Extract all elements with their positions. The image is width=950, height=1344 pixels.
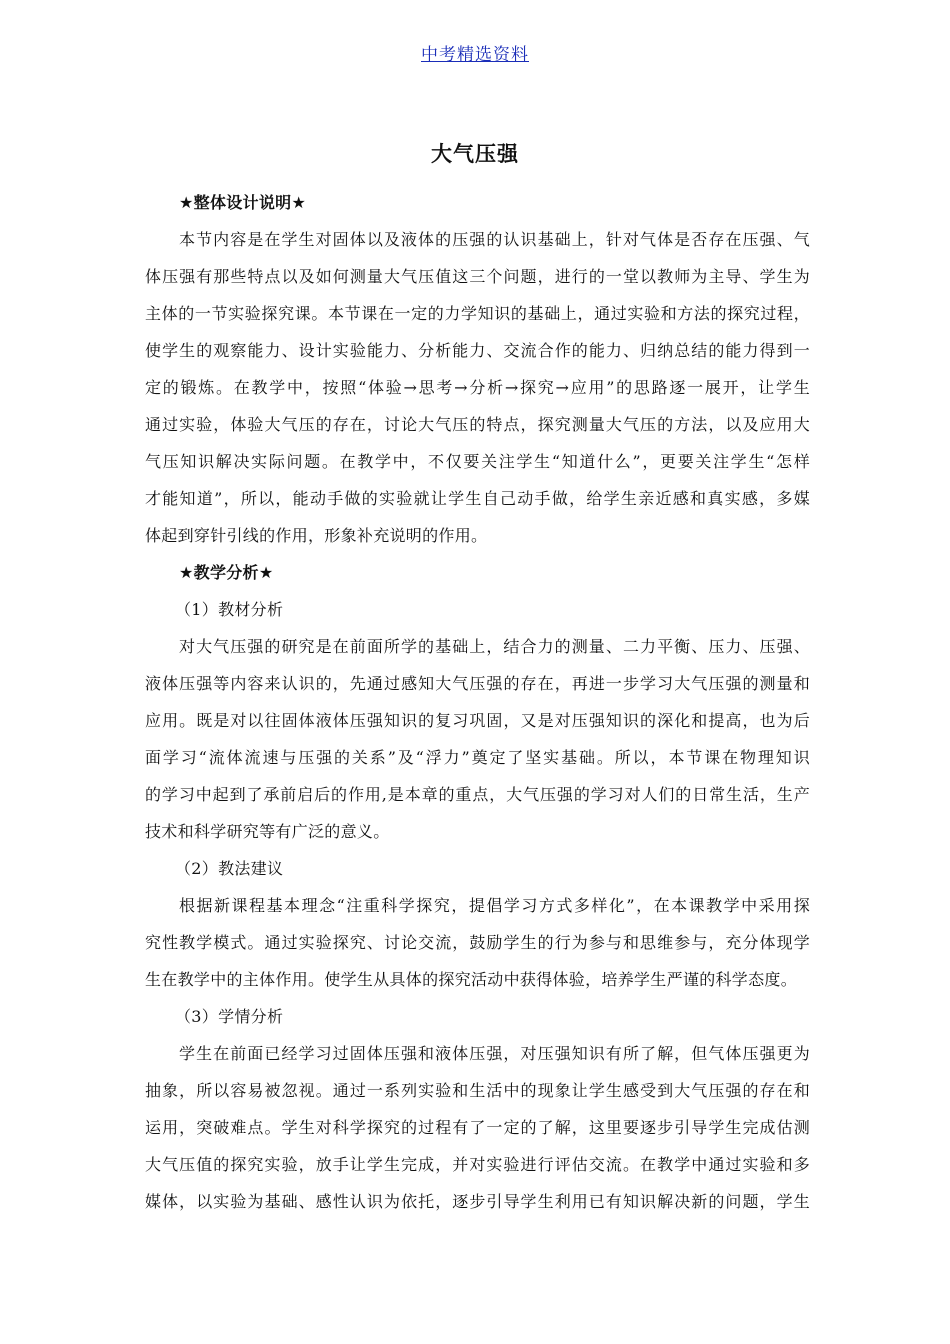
paragraph-line: 根据新课程基本理念“注重科学探究，提倡学习方式多样化”，在本课教学中采用探 (179, 896, 810, 915)
paragraph-line: 的学习中起到了承前启后的作用,是本章的重点，大气压强的学习对人们的日常生活，生产 (145, 785, 810, 804)
paragraph-line: 使学生的观察能力、设计实验能力、分析能力、交流合作的能力、归纳总结的能力得到一 (145, 341, 810, 360)
paragraph-line: 生在教学中的主体作用。使学生从具体的探究活动中获得体验，培养学生严谨的科学态度。 (145, 970, 798, 989)
section-heading-design: ★整体设计说明★ (179, 193, 307, 212)
paragraph-line: 大气压值的探究实验，放手让学生完成，并对实验进行评估交流。在教学中通过实验和多 (145, 1155, 810, 1174)
paragraph-line: 体压强有那些特点以及如何测量大气压值这三个问题，进行的一堂以教师为主导、学生为 (145, 267, 810, 286)
subsection-heading-students: （3）学情分析 (175, 1007, 284, 1026)
paragraph-line: 应用。既是对以往固体液体压强知识的复习巩固，又是对压强知识的深化和提高，也为后 (145, 711, 810, 730)
document-title: 大气压强 (431, 142, 519, 166)
section-heading-analysis: ★教学分析★ (179, 563, 274, 582)
paragraph-line: 通过实验，体验大气压的存在，讨论大气压的特点，探究测量大气压的方法，以及应用大 (145, 415, 810, 434)
subsection-heading-method: （2）教法建议 (175, 859, 284, 878)
paragraph-line: 定的锻炼。在教学中，按照“体验→思考→分析→探究→应用”的思路逐一展开，让学生 (145, 378, 810, 397)
paragraph-line: 学生在前面已经学习过固体压强和液体压强，对压强知识有所了解，但气体压强更为 (179, 1044, 810, 1063)
paragraph-line: 对大气压强的研究是在前面所学的基础上，结合力的测量、二力平衡、压力、压强、 (179, 637, 810, 656)
paragraph-line: 才能知道”，所以，能动手做的实验就让学生自己动手做，给学生亲近感和真实感，多媒 (145, 489, 810, 508)
paragraph-line: 究性教学模式。通过实验探究、讨论交流，鼓励学生的行为参与和思维参与，充分体现学 (145, 933, 810, 952)
paragraph-line: 本节内容是在学生对固体以及液体的压强的认识基础上，针对气体是否存在压强、气 (179, 230, 810, 249)
subsection-heading-material: （1）教材分析 (175, 600, 284, 619)
paragraph-line: 主体的一节实验探究课。本节课在一定的力学知识的基础上，通过实验和方法的探究过程， (145, 304, 810, 323)
header-link[interactable]: 中考精选资料 (421, 45, 529, 65)
paragraph-line: 运用，突破难点。学生对科学探究的过程有了一定的了解，这里要逐步引导学生完成估测 (145, 1118, 810, 1137)
paragraph-line: 液体压强等内容来认识的，先通过感知大气压强的存在，再进一步学习大气压强的测量和 (145, 674, 810, 693)
paragraph-line: 抽象，所以容易被忽视。通过一系列实验和生活中的现象让学生感受到大气压强的存在和 (145, 1081, 810, 1100)
paragraph-line: 面学习“流体流速与压强的关系”及“浮力”奠定了坚实基础。所以，本节课在物理知识 (145, 748, 810, 767)
paragraph-line: 体起到穿针引线的作用，形象补充说明的作用。 (145, 526, 488, 545)
paragraph-line: 技术和科学研究等有广泛的意义。 (145, 822, 390, 841)
document-body (145, 184, 810, 1220)
paragraph-line: 气压知识解决实际问题。在教学中，不仅要关注学生“知道什么”，更要关注学生“怎样 (145, 452, 810, 471)
paragraph-line: 媒体，以实验为基础、感性认识为依托，逐步引导学生利用已有知识解决新的问题，学生 (145, 1192, 810, 1211)
